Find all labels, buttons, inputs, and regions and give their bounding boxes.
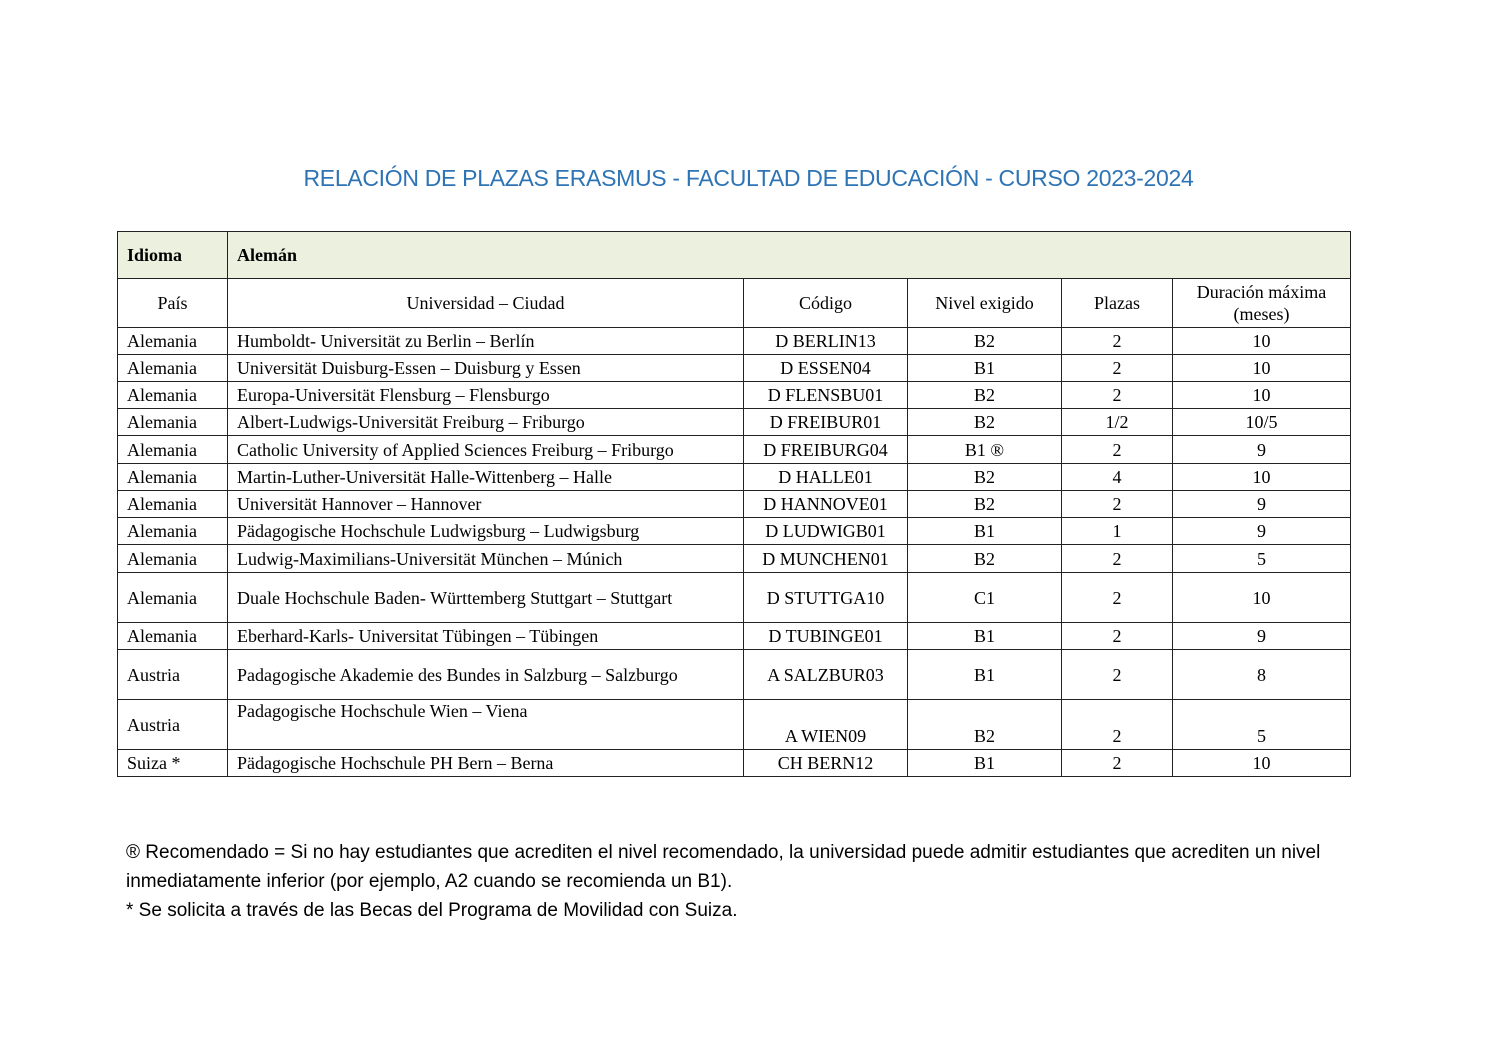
cell-plazas: 2 [1062,700,1173,750]
language-value: Alemán [228,232,1351,279]
cell-nivel: B1 ® [908,436,1062,464]
cell-pais: Suiza * [118,750,228,777]
cell-nivel: B2 [908,491,1062,518]
cell-universidad: Padagogische Akademie des Bundes in Salzburg – Salzburgo [228,650,744,700]
note-recomendado: ® Recomendado = Si no hay estudiantes que acrediten el nivel recomendado, la universidad puede admitir estudiantes que acrediten un nivel inmediatamente inferior (por ejemplo, A2 cuando se recomienda un B1). [126,842,1321,892]
header-duracion: Duración máxima (meses) [1173,279,1351,328]
cell-universidad: Ludwig-Maximilians-Universität München – Múnich [228,545,744,573]
cell-universidad: Europa-Universität Flensburg – Flensburgo [228,382,744,409]
cell-universidad: Duale Hochschule Baden- Württemberg Stuttgart – Stuttgart [228,573,744,623]
cell-nivel: C1 [908,573,1062,623]
cell-universidad: Eberhard-Karls- Universitat Tübingen – Tübingen [228,623,744,650]
table-row [118,518,1351,545]
cell-plazas: 4 [1062,464,1173,491]
cell-plazas: 2 [1062,355,1173,382]
cell-nivel: B2 [908,464,1062,491]
cell-codigo: D TUBINGE01 [744,623,908,650]
table-row [118,700,1351,750]
cell-duracion: 10 [1173,464,1351,491]
cell-duracion: 5 [1173,545,1351,573]
header-pais: País [118,279,228,328]
cell-codigo: CH BERN12 [744,750,908,777]
table-row [118,436,1351,464]
cell-duracion: 10 [1173,355,1351,382]
cell-universidad: Universität Duisburg-Essen – Duisburg y Essen [228,355,744,382]
cell-universidad: Pädagogische Hochschule Ludwigsburg – Ludwigsburg [228,518,744,545]
cell-duracion: 10 [1173,573,1351,623]
header-row [118,279,1351,328]
cell-universidad: Catholic University of Applied Sciences Freiburg – Friburgo [228,436,744,464]
cell-plazas: 2 [1062,382,1173,409]
cell-nivel: B2 [908,328,1062,355]
cell-codigo: D LUDWIGB01 [744,518,908,545]
cell-codigo: D ESSEN04 [744,355,908,382]
cell-duracion: 10/5 [1173,409,1351,436]
table-row [118,573,1351,623]
cell-plazas: 2 [1062,750,1173,777]
cell-pais: Alemania [118,328,228,355]
cell-pais: Austria [118,650,228,700]
cell-duracion: 9 [1173,518,1351,545]
cell-pais: Alemania [118,355,228,382]
cell-plazas: 2 [1062,650,1173,700]
header-universidad: Universidad – Ciudad [228,279,744,328]
table-row [118,464,1351,491]
cell-pais: Alemania [118,518,228,545]
cell-plazas: 2 [1062,491,1173,518]
cell-nivel: B1 [908,518,1062,545]
cell-plazas: 2 [1062,328,1173,355]
cell-pais: Alemania [118,409,228,436]
cell-codigo: D HALLE01 [744,464,908,491]
cell-codigo: D FREIBUR01 [744,409,908,436]
table-row [118,545,1351,573]
cell-plazas: 2 [1062,545,1173,573]
cell-codigo: A WIEN09 [744,700,908,750]
cell-pais: Alemania [118,545,228,573]
cell-codigo: D MUNCHEN01 [744,545,908,573]
cell-codigo: D FREIBURG04 [744,436,908,464]
cell-duracion: 9 [1173,623,1351,650]
header-plazas: Plazas [1062,279,1173,328]
cell-universidad: Martin-Luther-Universität Halle-Wittenberg – Halle [228,464,744,491]
cell-codigo: D STUTTGA10 [744,573,908,623]
table-row [118,650,1351,700]
header-nivel: Nivel exigido [908,279,1062,328]
cell-duracion: 10 [1173,382,1351,409]
cell-nivel: B1 [908,750,1062,777]
cell-pais: Alemania [118,382,228,409]
cell-duracion: 8 [1173,650,1351,700]
cell-pais: Alemania [118,436,228,464]
cell-universidad: Pädagogische Hochschule PH Bern – Berna [228,750,744,777]
cell-nivel: B2 [908,382,1062,409]
table-row [118,355,1351,382]
cell-pais: Alemania [118,491,228,518]
cell-pais: Alemania [118,573,228,623]
cell-plazas: 1/2 [1062,409,1173,436]
cell-plazas: 1 [1062,518,1173,545]
plazas-table [117,231,1351,777]
header-codigo: Código [744,279,908,328]
cell-nivel: B2 [908,409,1062,436]
cell-duracion: 9 [1173,491,1351,518]
cell-codigo: D FLENSBU01 [744,382,908,409]
cell-codigo: A SALZBUR03 [744,650,908,700]
cell-universidad: Albert-Ludwigs-Universität Freiburg – Friburgo [228,409,744,436]
cell-duracion: 5 [1173,700,1351,750]
table-row [118,382,1351,409]
cell-pais: Alemania [118,623,228,650]
cell-universidad: Padagogische Hochschule Wien – Viena [228,700,744,750]
cell-codigo: D HANNOVE01 [744,491,908,518]
cell-universidad: Universität Hannover – Hannover [228,491,744,518]
cell-nivel: B2 [908,700,1062,750]
cell-codigo: D BERLIN13 [744,328,908,355]
footnotes [126,838,1366,925]
table-row [118,491,1351,518]
cell-pais: Alemania [118,464,228,491]
cell-nivel: B1 [908,355,1062,382]
cell-duracion: 10 [1173,750,1351,777]
language-row [118,232,1351,279]
cell-nivel: B2 [908,545,1062,573]
cell-universidad: Humboldt- Universität zu Berlin – Berlín [228,328,744,355]
cell-nivel: B1 [908,650,1062,700]
cell-pais: Austria [118,700,228,750]
cell-duracion: 9 [1173,436,1351,464]
cell-nivel: B1 [908,623,1062,650]
table-row [118,623,1351,650]
page-title: RELACIÓN DE PLAZAS ERASMUS - FACULTAD DE EDUCACIÓN - CURSO 2023-2024 [303,165,1194,191]
note-suiza: * Se solicita a través de las Becas del Programa de Movilidad con Suiza. [126,900,738,921]
language-label: Idioma [118,232,228,279]
table-row [118,328,1351,355]
cell-duracion: 10 [1173,328,1351,355]
table-row [118,409,1351,436]
cell-plazas: 2 [1062,573,1173,623]
cell-plazas: 2 [1062,623,1173,650]
cell-plazas: 2 [1062,436,1173,464]
table-row [118,750,1351,777]
